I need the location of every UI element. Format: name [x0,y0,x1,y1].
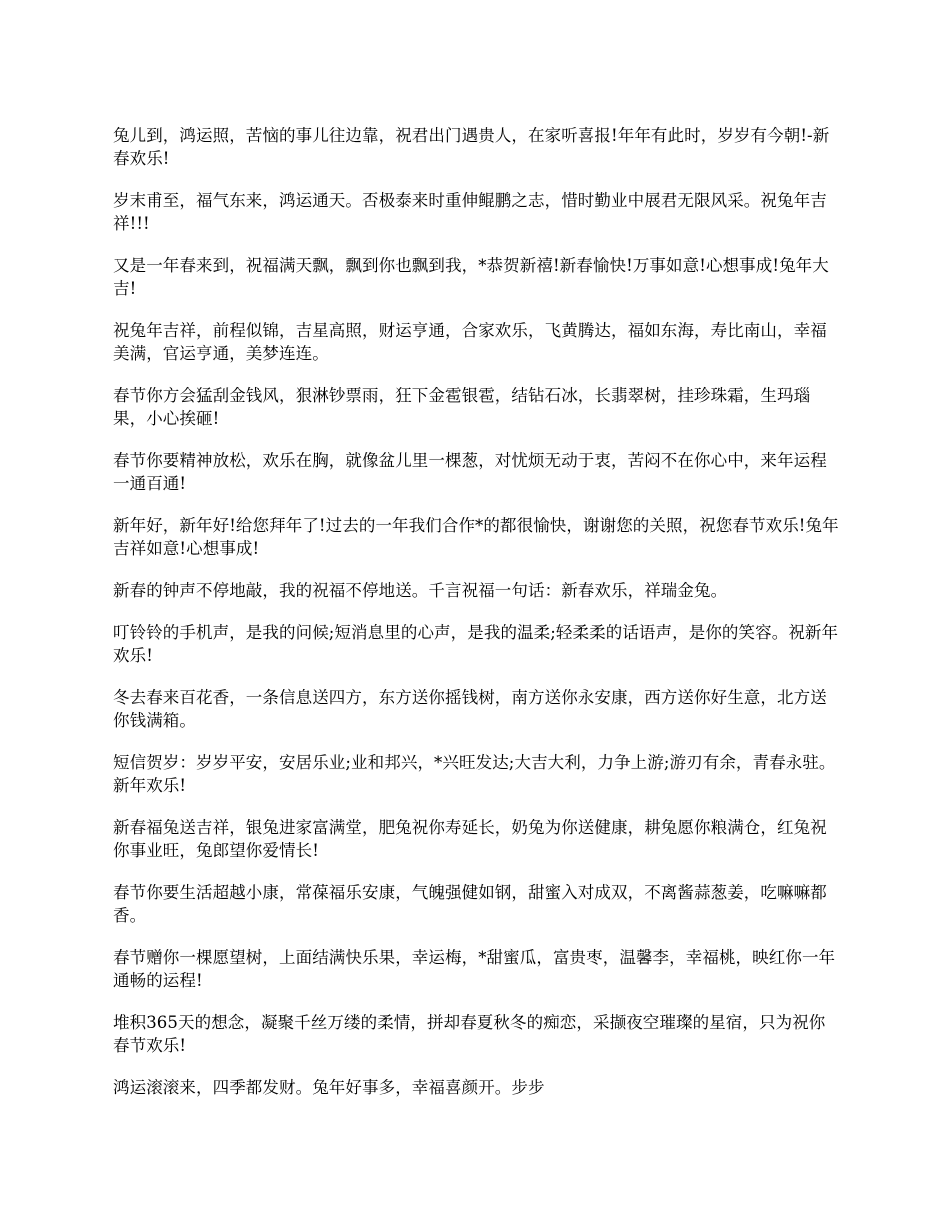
paragraph: 岁末甫至，福气东来，鸿运通天。否极泰来时重伸鲲鹏之志，惜时勤业中展君无限风采。祝兔年吉祥!!! [113,191,827,233]
paragraph: 春节你方会猛刮金钱风，狠淋钞票雨，狂下金雹银雹，结钻石冰，长翡翠树，挂珍珠霜，生玛瑙果，小心挨砸! [113,386,811,428]
paragraph: 冬去春来百花香，一条信息送四方，东方送你摇钱树，南方送你永安康，西方送你好生意，北方送你钱满箱。 [113,688,827,730]
paragraph: 兔儿到，鸿运照，苦恼的事儿往边靠，祝君出门遇贵人，在家听喜报!年年有此时，岁岁有今朝!-新春欢乐! [113,126,830,168]
paragraph: 春节赠你一棵愿望树，上面结满快乐果，幸运梅，*甜蜜瓜，富贵枣，温馨李，幸福桃，映红你一年通畅的运程! [113,948,836,990]
paragraph: 堆积365天的想念，凝聚千丝万缕的柔情，拼却春夏秋冬的痴恋，采撷夜空璀璨的星宿，只为祝你春节欢乐! [113,1013,826,1055]
paragraph: 春节你要精神放松，欢乐在胸，就像盆儿里一棵葱，对忧烦无动于衷，苦闷不在你心中，来年运程一通百通! [113,451,827,493]
paragraph: 新春福兔送吉祥，银兔进家富满堂，肥兔祝你寿延长，奶兔为你送健康，耕兔愿你粮满仓，红兔祝你事业旺，兔郎望你爱情长! [113,818,827,860]
paragraph: 短信贺岁：岁岁平安，安居乐业;业和邦兴，*兴旺发达;大吉大利，力争上游;游刃有余，青春永驻。新年欢乐! [113,753,836,795]
paragraph: 新年好，新年好!给您拜年了!过去的一年我们合作*的都很愉快，谢谢您的关照，祝您春节欢乐!兔年吉祥如意!心想事成! [113,516,839,558]
paragraph: 春节你要生活超越小康，常葆福乐安康，气魄强健如钢，甜蜜入对成双，不离酱蒜葱姜，吃嘛嘛都香。 [113,883,827,925]
paragraph: 叮铃铃的手机声，是我的问候;短消息里的心声，是我的温柔;轻柔柔的话语声，是你的笑容。祝新年欢乐! [113,623,839,665]
paragraph: 鸿运滚滚来，四季都发财。兔年好事多，幸福喜颜开。步步 [113,1078,545,1097]
paragraph: 又是一年春来到，祝福满天飘，飘到你也飘到我，*恭贺新禧!新春愉快!万事如意!心想事成!兔年大吉! [113,256,829,298]
paragraph: 祝兔年吉祥，前程似锦，吉星高照，财运亨通，合家欢乐，飞黄腾达，福如东海，寿比南山，幸福美满，官运亨通，美梦连连。 [113,321,827,363]
paragraph: 新春的钟声不停地敲，我的祝福不停地送。千言祝福一句话：新春欢乐，祥瑞金兔。 [113,581,728,600]
document-body [113,124,839,1118]
